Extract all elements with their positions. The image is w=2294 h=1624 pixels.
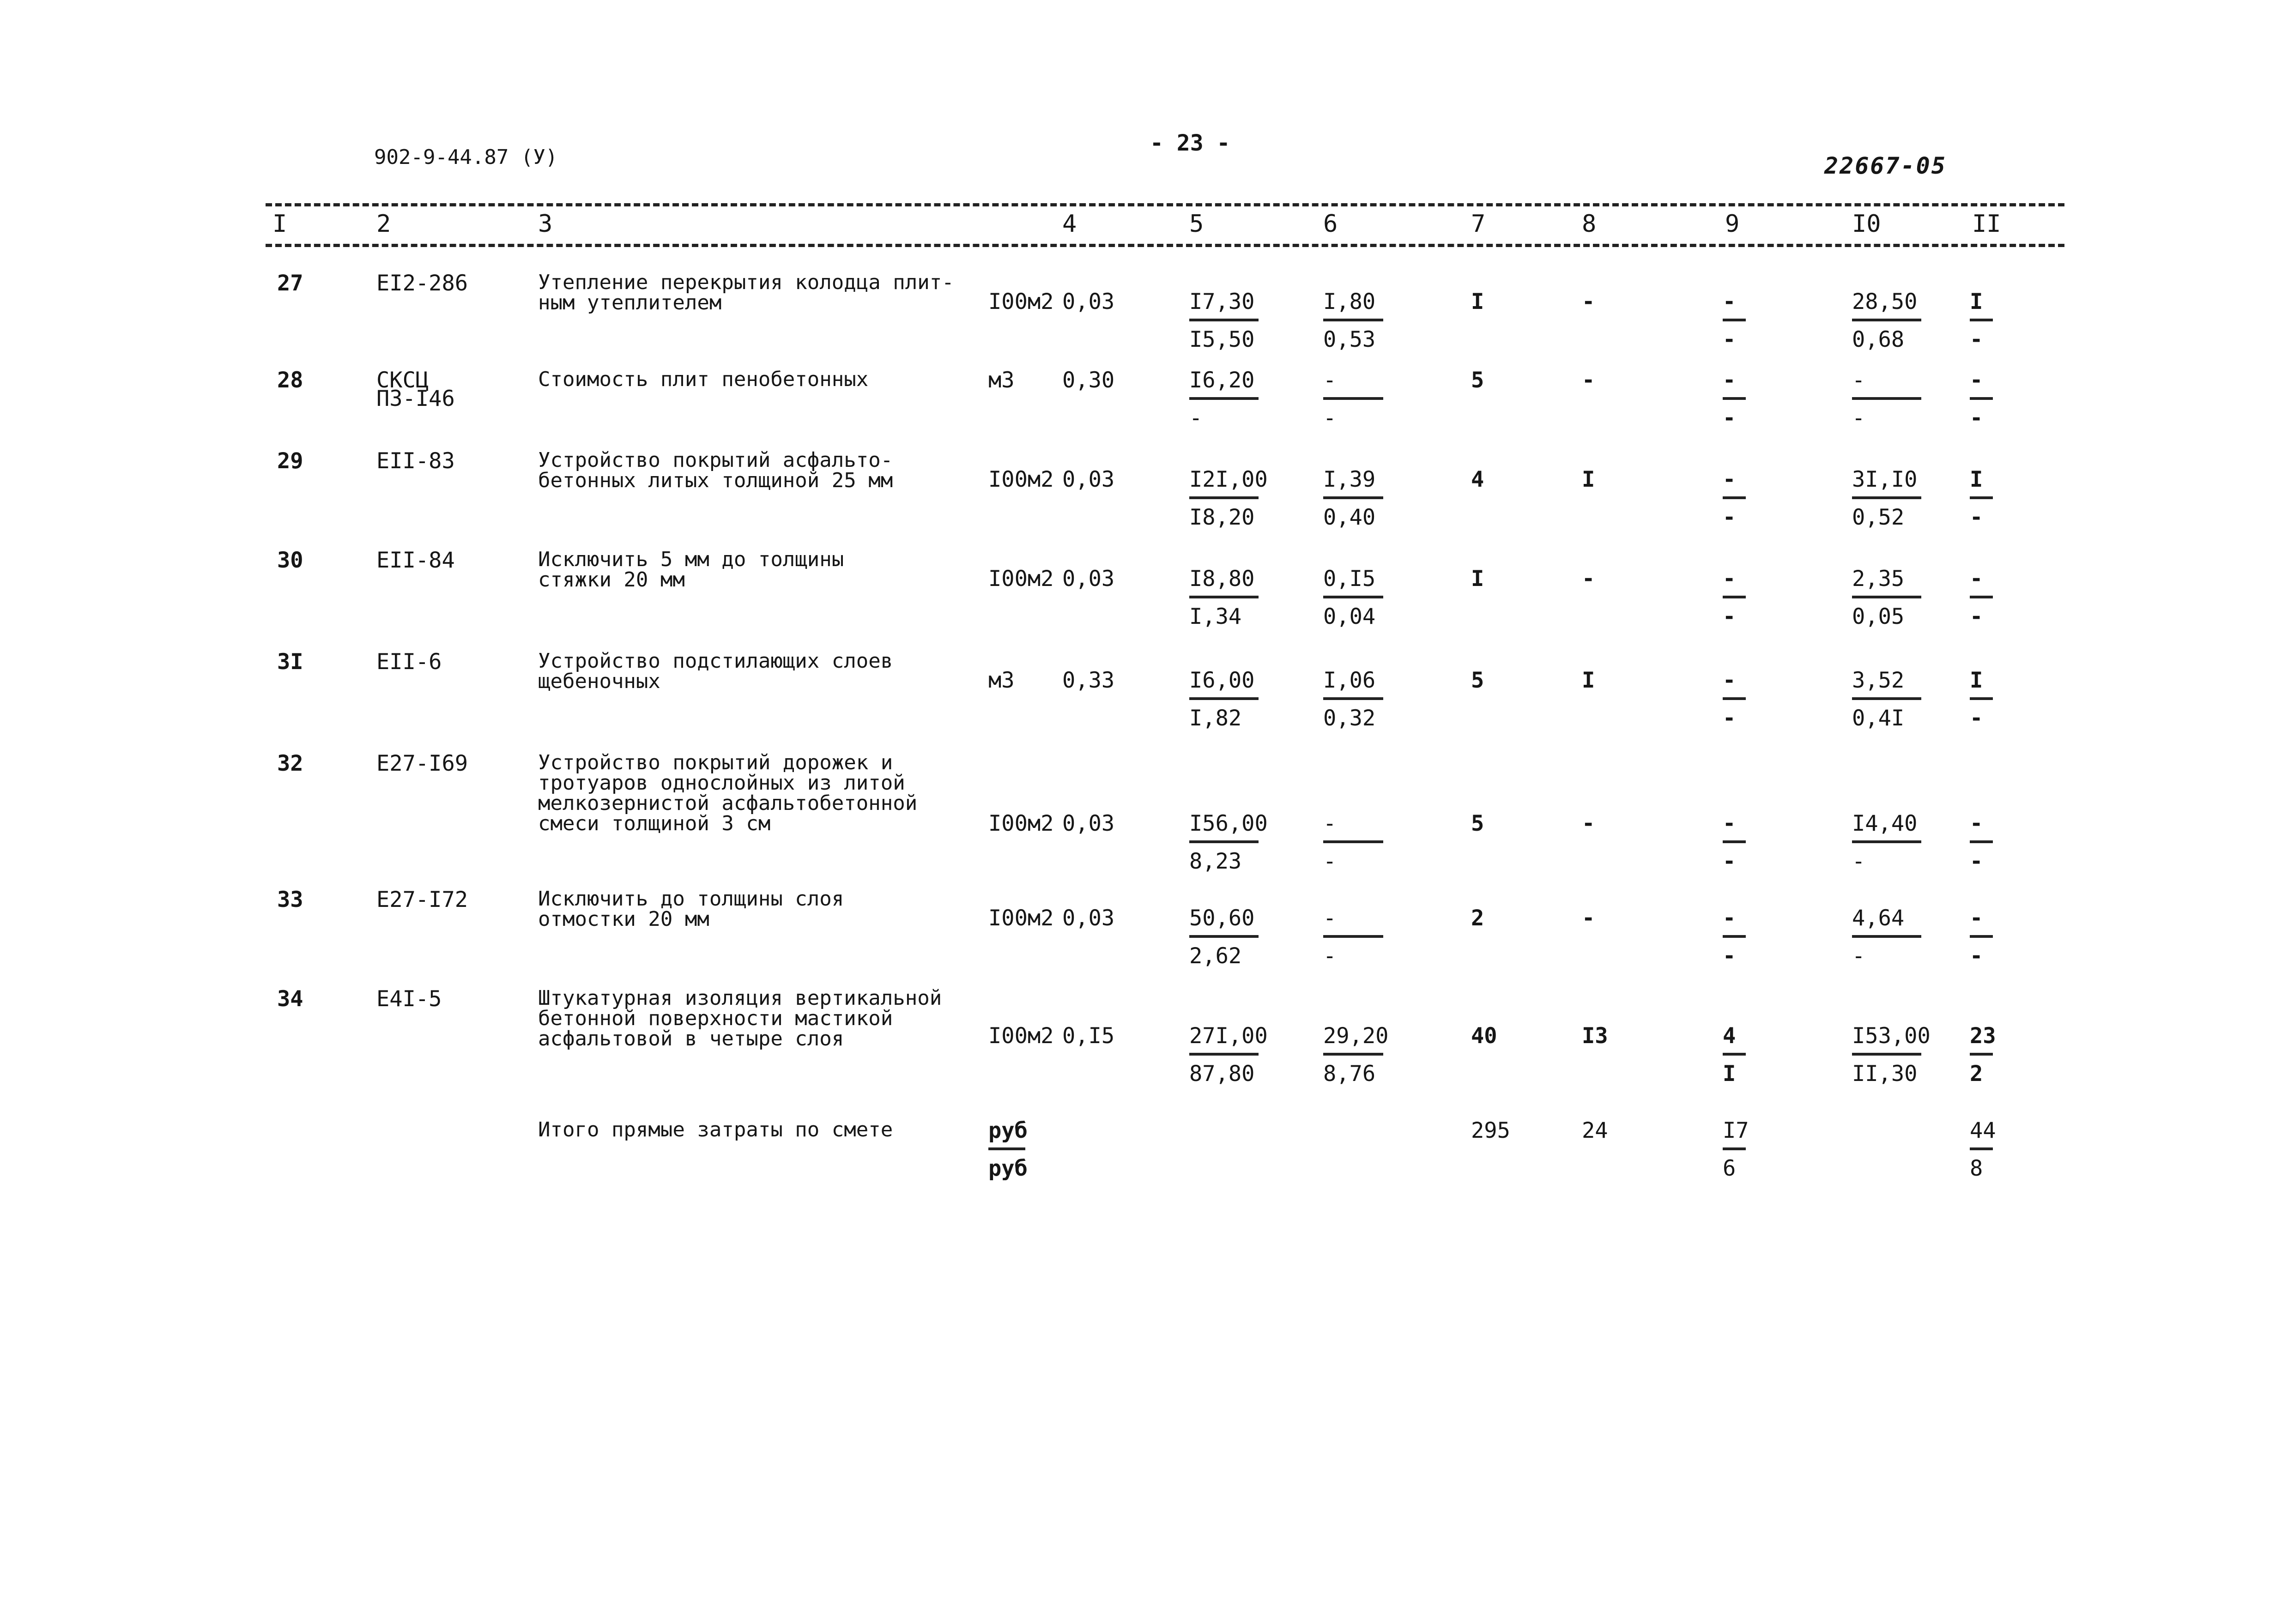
- fraction-rule-col9: [1723, 596, 1746, 598]
- unit-of-measure: I00м2: [988, 906, 1054, 931]
- fraction-bottom-total-col9: 6: [1723, 1156, 1736, 1181]
- work-description: [538, 369, 868, 390]
- description-line: Устройство покрытий дорожек и: [538, 751, 893, 774]
- norm-code: E27-I72: [376, 887, 468, 912]
- quantity: 0,30: [1062, 368, 1115, 393]
- fraction-top-col5: I7,30: [1189, 289, 1255, 314]
- fraction-rule-col5: [1189, 319, 1259, 321]
- fraction-rule-col9: [1723, 496, 1746, 499]
- fraction-top-col11: -: [1970, 368, 1983, 393]
- fraction-bottom-col6: -: [1323, 943, 1337, 969]
- fraction-rule-col9: [1723, 397, 1746, 400]
- fraction-top-col11: -: [1970, 811, 1983, 836]
- work-description: [538, 651, 893, 692]
- fraction-top-col6: I,80: [1323, 289, 1376, 314]
- col8-value: -: [1582, 289, 1595, 314]
- fraction-rule-col5: [1189, 840, 1259, 843]
- fraction-rule-total-col11: [1970, 1147, 1993, 1150]
- col7-value: 40: [1471, 1023, 1497, 1049]
- column-header-8: 8: [1582, 210, 1597, 238]
- description-line: бетонной поверхности мастикой: [538, 1007, 893, 1030]
- fraction-top-col9: -: [1723, 668, 1736, 693]
- description-line: Исключить до толщины слоя: [538, 887, 844, 911]
- column-header-7: 7: [1471, 210, 1486, 238]
- fraction-top-col10: I53,00: [1852, 1023, 1931, 1049]
- fraction-bottom-col9: -: [1723, 405, 1736, 431]
- fraction-top-col10: 4,64: [1852, 906, 1905, 931]
- norm-code: E27-I69: [376, 751, 468, 776]
- fraction-rule-col10: [1852, 596, 1921, 598]
- fraction-bottom-col10: II,30: [1852, 1061, 1918, 1087]
- fraction-bottom-col10: 0,4I: [1852, 706, 1905, 731]
- total-label: Итого прямые затраты по смете: [538, 1118, 893, 1141]
- col8-value: I: [1582, 467, 1595, 492]
- fraction-bottom-col9: -: [1723, 604, 1736, 629]
- fraction-top-col9: 4: [1723, 1023, 1736, 1049]
- norm-code: EII-6: [376, 649, 442, 675]
- fraction-bottom-col6: 0,53: [1323, 327, 1376, 352]
- quantity: 0,03: [1062, 467, 1115, 492]
- fraction-rule-col11: [1970, 319, 1993, 321]
- fraction-rule-col5: [1189, 935, 1259, 938]
- fraction-bottom-col11: -: [1970, 327, 1983, 352]
- fraction-rule-total-col9: [1723, 1147, 1746, 1150]
- fraction-top-col10: 3I,I0: [1852, 467, 1918, 492]
- description-line: ным утеплителем: [538, 291, 722, 314]
- fraction-bottom-col9: -: [1723, 505, 1736, 530]
- fraction-rule-col6: [1323, 319, 1383, 321]
- fraction-bottom-col6: 8,76: [1323, 1061, 1376, 1087]
- fraction-rule-col5: [1189, 1053, 1259, 1056]
- fraction-top-col11: I: [1970, 289, 1983, 314]
- fraction-rule-col11: [1970, 596, 1993, 598]
- document-code: 902-9-44.87 (У): [374, 145, 558, 169]
- col8-value: I: [1582, 668, 1595, 693]
- col7-value: 5: [1471, 368, 1484, 393]
- fraction-rule-col6: [1323, 496, 1383, 499]
- fraction-rule-col9: [1723, 840, 1746, 843]
- fraction-bottom-col9: -: [1723, 943, 1736, 969]
- fraction-bottom-total-col11: 8: [1970, 1156, 1983, 1181]
- norm-code: EI2-286: [376, 271, 468, 296]
- fraction-top-col9: -: [1723, 906, 1736, 931]
- fraction-top-col9: -: [1723, 368, 1736, 393]
- quantity: 0,03: [1062, 289, 1115, 314]
- fraction-bottom-col5: 2,62: [1189, 943, 1242, 969]
- fraction-top-col5: I56,00: [1189, 811, 1268, 836]
- fraction-bottom-col10: 0,68: [1852, 327, 1905, 352]
- fraction-rule-col5: [1189, 596, 1259, 598]
- total-col8: 24: [1582, 1118, 1608, 1143]
- fraction-rule-col6: [1323, 840, 1383, 843]
- fraction-top-col6: -: [1323, 811, 1337, 836]
- fraction-top-col6: -: [1323, 368, 1337, 393]
- fraction-top-col11: 23: [1970, 1023, 1996, 1049]
- norm-code: EII-83: [376, 448, 455, 474]
- fraction-bottom-col5: I5,50: [1189, 327, 1255, 352]
- fraction-rule-col10: [1852, 496, 1921, 499]
- fraction-bottom-col10: -: [1852, 849, 1865, 874]
- description-line: Устройство подстилающих слоев: [538, 649, 893, 673]
- description-line: Исключить 5 мм до толщины: [538, 548, 844, 571]
- fraction-rule-col9: [1723, 1053, 1746, 1056]
- fraction-rule-col5: [1189, 697, 1259, 700]
- fraction-top-col5: I6,20: [1189, 368, 1255, 393]
- fraction-bottom-col6: -: [1323, 849, 1337, 874]
- column-header-4: 4: [1062, 210, 1077, 238]
- fraction-bottom-col6: 0,32: [1323, 706, 1376, 731]
- fraction-top-total-col9: I7: [1723, 1118, 1749, 1143]
- unit-of-measure: I00м2: [988, 289, 1054, 314]
- quantity: 0,03: [1062, 811, 1115, 836]
- column-header-3: 3: [538, 210, 553, 238]
- fraction-top-col5: I8,80: [1189, 566, 1255, 592]
- fraction-top-col9: -: [1723, 811, 1736, 836]
- fraction-top-col9: -: [1723, 289, 1736, 314]
- fraction-rule-col11: [1970, 840, 1993, 843]
- fraction-top-col11: -: [1970, 566, 1983, 592]
- column-header-5: 5: [1189, 210, 1204, 238]
- table-top-divider: [266, 203, 2064, 206]
- row-number: 32: [277, 751, 303, 776]
- description-line: тротуаров однослойных из литой: [538, 771, 905, 795]
- fraction-rule-col9: [1723, 319, 1746, 321]
- row-number: 27: [277, 271, 303, 296]
- fraction-rule-col10: [1852, 840, 1921, 843]
- unit-of-measure: I00м2: [988, 811, 1054, 836]
- fraction-bottom-col11: -: [1970, 706, 1983, 731]
- fraction-rule-col11: [1970, 1053, 1993, 1056]
- fraction-top-col10: 28,50: [1852, 289, 1918, 314]
- column-header-1: I: [272, 210, 287, 238]
- fraction-bottom-col9: I: [1723, 1061, 1736, 1087]
- row-number: 29: [277, 448, 303, 474]
- fraction-rule-col10: [1852, 1053, 1921, 1056]
- description-line: щебеночных: [538, 670, 660, 693]
- quantity: 0,I5: [1062, 1023, 1115, 1049]
- fraction-bottom-col5: I,34: [1189, 604, 1242, 629]
- fraction-top-col11: -: [1970, 906, 1983, 931]
- col8-value: -: [1582, 368, 1595, 393]
- fraction-rule-col5: [1189, 397, 1259, 400]
- description-line: отмостки 20 мм: [538, 907, 709, 931]
- fraction-bottom-col11: -: [1970, 943, 1983, 969]
- work-description: [538, 753, 917, 834]
- fraction-top-col11: I: [1970, 668, 1983, 693]
- fraction-rule-col6: [1323, 935, 1383, 938]
- fraction-top-col9: -: [1723, 467, 1736, 492]
- fraction-rule-col11: [1970, 397, 1993, 400]
- fraction-rule-col6: [1323, 1053, 1383, 1056]
- fraction-top-col5: I6,00: [1189, 668, 1255, 693]
- fraction-rule-col10: [1852, 697, 1921, 700]
- col8-value: -: [1582, 566, 1595, 592]
- page-number: - 23 -: [1150, 130, 1230, 156]
- col8-value: I3: [1582, 1023, 1608, 1049]
- fraction-bottom-col11: -: [1970, 604, 1983, 629]
- row-number: 30: [277, 548, 303, 573]
- col7-value: I: [1471, 566, 1484, 592]
- column-header-6: 6: [1323, 210, 1338, 238]
- column-header-11: II: [1972, 210, 2001, 238]
- fraction-bottom-col9: -: [1723, 706, 1736, 731]
- fraction-top-col11: I: [1970, 467, 1983, 492]
- fraction-bottom-col10: -: [1852, 405, 1865, 431]
- fraction-bottom-col5: 8,23: [1189, 849, 1242, 874]
- fraction-bottom-col10: -: [1852, 943, 1865, 969]
- quantity: 0,33: [1062, 668, 1115, 693]
- fraction-rule-col10: [1852, 935, 1921, 938]
- fraction-top-total-col11: 44: [1970, 1118, 1996, 1143]
- description-line: мелкозернистой асфальтобетонной: [538, 791, 918, 815]
- description-line: смеси толщиной 3 см: [538, 812, 771, 835]
- fraction-bottom-col9: -: [1723, 327, 1736, 352]
- total-unit-rule: [988, 1147, 1025, 1150]
- fraction-top-col6: I,06: [1323, 668, 1376, 693]
- work-description: [538, 450, 893, 491]
- fraction-top-col6: 29,20: [1323, 1023, 1389, 1049]
- description-line: стяжки 20 мм: [538, 568, 685, 592]
- fraction-bottom-col6: 0,40: [1323, 505, 1376, 530]
- fraction-bottom-col10: 0,05: [1852, 604, 1905, 629]
- column-header-2: 2: [376, 210, 391, 238]
- fraction-bottom-col9: -: [1723, 849, 1736, 874]
- unit-of-measure: м3: [988, 368, 1015, 393]
- description-line: Утепление перекрытия колодца плит-: [538, 271, 954, 294]
- work-description: [538, 549, 844, 590]
- fraction-rule-col6: [1323, 397, 1383, 400]
- fraction-top-col10: -: [1852, 368, 1865, 393]
- fraction-bottom-col11: -: [1970, 505, 1983, 530]
- fraction-bottom-col11: -: [1970, 405, 1983, 431]
- handwritten-stamp-number: 22667-05: [1824, 152, 1947, 179]
- fraction-top-col5: 50,60: [1189, 906, 1255, 931]
- fraction-rule-col5: [1189, 496, 1259, 499]
- fraction-bottom-col5: 87,80: [1189, 1061, 1255, 1087]
- row-number: 33: [277, 887, 303, 912]
- fraction-rule-col10: [1852, 319, 1921, 321]
- work-description: [538, 272, 954, 313]
- fraction-top-col6: 0,I5: [1323, 566, 1376, 592]
- fraction-top-col5: 27I,00: [1189, 1023, 1268, 1049]
- col8-value: -: [1582, 906, 1595, 931]
- col7-value: 5: [1471, 668, 1484, 693]
- fraction-rule-col6: [1323, 697, 1383, 700]
- fraction-rule-col6: [1323, 596, 1383, 598]
- col7-value: 5: [1471, 811, 1484, 836]
- fraction-bottom-col11: 2: [1970, 1061, 1983, 1087]
- unit-of-measure: I00м2: [988, 566, 1054, 592]
- norm-code: EII-84: [376, 548, 455, 573]
- column-header-9: 9: [1725, 210, 1740, 238]
- fraction-top-col5: I2I,00: [1189, 467, 1268, 492]
- work-description: [538, 988, 942, 1049]
- fraction-top-col6: -: [1323, 906, 1337, 931]
- fraction-bottom-col6: 0,04: [1323, 604, 1376, 629]
- quantity: 0,03: [1062, 566, 1115, 592]
- fraction-rule-col11: [1970, 935, 1993, 938]
- fraction-bottom-col10: 0,52: [1852, 505, 1905, 530]
- fraction-bottom-col5: -: [1189, 405, 1203, 431]
- norm-code: E4I-5: [376, 986, 442, 1012]
- fraction-rule-col11: [1970, 697, 1993, 700]
- fraction-rule-col9: [1723, 697, 1746, 700]
- fraction-bottom-col5: I8,20: [1189, 505, 1255, 530]
- row-number: 3I: [277, 649, 303, 675]
- norm-code: П3-I46: [376, 386, 455, 411]
- description-line: Устройство покрытий асфальто-: [538, 448, 893, 472]
- column-header-10: I0: [1852, 210, 1881, 238]
- description-line: асфальтовой в четыре слоя: [538, 1027, 844, 1050]
- norm-code: СКСЦ: [376, 368, 429, 393]
- fraction-top-col10: I4,40: [1852, 811, 1918, 836]
- col8-value: -: [1582, 811, 1595, 836]
- total-col7: 295: [1471, 1118, 1510, 1143]
- table-header-divider: [266, 244, 2064, 247]
- description-line: бетонных литых толщиной 25 мм: [538, 469, 893, 492]
- fraction-rule-col11: [1970, 496, 1993, 499]
- description-line: Стоимость плит пенобетонных: [538, 368, 869, 391]
- description-line: Штукатурная изоляция вертикальной: [538, 986, 942, 1010]
- fraction-bottom-col5: I,82: [1189, 706, 1242, 731]
- fraction-top-col6: I,39: [1323, 467, 1376, 492]
- unit-of-measure: м3: [988, 668, 1015, 693]
- fraction-bottom-col6: -: [1323, 405, 1337, 431]
- col7-value: 2: [1471, 906, 1484, 931]
- total-unit-top: руб: [988, 1118, 1028, 1143]
- unit-of-measure: I00м2: [988, 467, 1054, 492]
- fraction-bottom-col11: -: [1970, 849, 1983, 874]
- fraction-top-col10: 2,35: [1852, 566, 1905, 592]
- fraction-top-col10: 3,52: [1852, 668, 1905, 693]
- total-unit-bottom: руб: [988, 1156, 1028, 1181]
- fraction-top-col9: -: [1723, 566, 1736, 592]
- row-number: 28: [277, 368, 303, 393]
- col7-value: I: [1471, 289, 1484, 314]
- quantity: 0,03: [1062, 906, 1115, 931]
- col7-value: 4: [1471, 467, 1484, 492]
- fraction-rule-col10: [1852, 397, 1921, 400]
- work-description: [538, 889, 844, 930]
- fraction-rule-col9: [1723, 935, 1746, 938]
- unit-of-measure: I00м2: [988, 1023, 1054, 1049]
- row-number: 34: [277, 986, 303, 1012]
